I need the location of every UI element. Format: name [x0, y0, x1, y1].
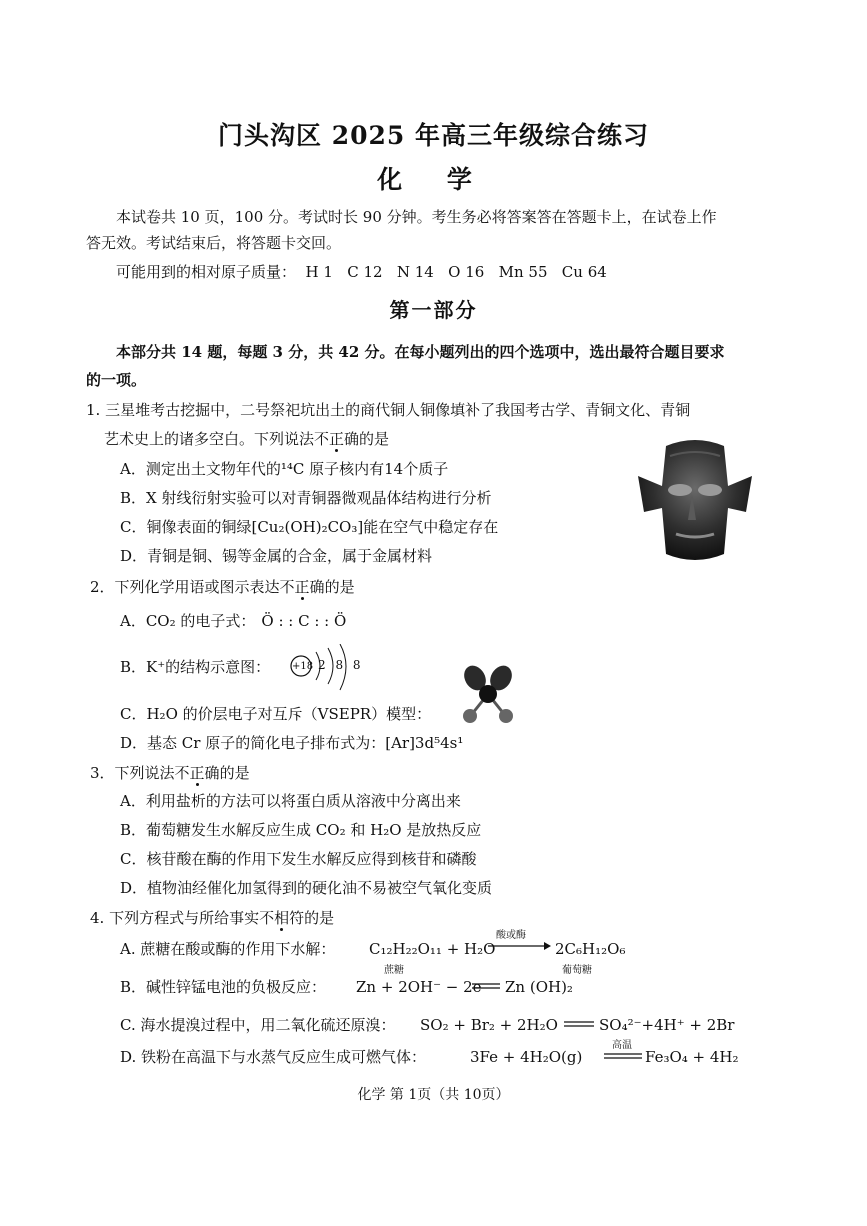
- q4-option-c-lhs: SO₂ + Br₂ + 2H₂O: [420, 1016, 558, 1034]
- q4-option-d-condition: 高温: [612, 1040, 632, 1051]
- q4-option-a-rhs: 2C₆H₁₂O₆: [555, 940, 626, 958]
- k-nucleus-label: +18: [292, 661, 314, 672]
- q4-option-a-lhs: C₁₂H₂₂O₁₁ + H₂O: [369, 940, 496, 958]
- subject-title: 化 学: [377, 165, 490, 194]
- q4-option-a-arrow: [488, 941, 552, 951]
- page-footer: 化学 第 1页（共 10页）: [357, 1087, 510, 1103]
- k-shell-electrons: 2 8 8: [318, 658, 364, 672]
- q4-option-b-text: B．碱性锌锰电池的负极反应：: [120, 978, 327, 996]
- q2-option-a: A．CO₂ 的电子式： Ö : : C : : Ö: [120, 612, 347, 630]
- q3-option-b: B．葡萄糖发生水解反应生成 CO₂ 和 H₂O 是放热反应: [120, 821, 482, 839]
- q2-stem: 2．下列化学用语或图示表达不正确的是: [90, 578, 355, 596]
- co2-electron-formula: Ö : : C : : Ö: [261, 612, 347, 630]
- bronze-mask-image: [636, 436, 754, 566]
- q2-emphasis: 不正确: [279, 578, 325, 596]
- intro-line-1: 本试卷共 10 页，100 分。考试时长 90 分钟。考生务必将答案答在答题卡上，在试卷上作: [116, 208, 717, 226]
- q3-stem: 3．下列说法不正确的是: [90, 764, 250, 782]
- q3-option-a: A．利用盐析的方法可以将蛋白质从溶液中分离出来: [120, 792, 461, 810]
- q4-option-b-lhs: Zn + 2OH⁻ − 2e: [356, 978, 482, 996]
- q4-option-b-rhs: Zn (OH)₂: [505, 978, 573, 996]
- exam-title: 门头沟区 2025 年高三年级综合练习: [218, 121, 649, 150]
- q1-stem-line-2: 艺术史上的诸多空白。下列说法不正确的是: [104, 430, 390, 448]
- q4-option-a-condition: 酸或酶: [496, 930, 526, 941]
- q4-emphasis: 不相符: [259, 909, 305, 927]
- intro-line-2: 答无效。考试结束后，将答题卡交回。: [86, 234, 342, 252]
- q1-stem-line-1: 1. 三星堆考古挖掘中，二号祭祀坑出土的商代铜人铜像填补了我国考古学、青铜文化、青铜: [86, 401, 691, 419]
- q3-emphasis: 不正确: [174, 764, 220, 782]
- q4-option-d-text: D. 铁粉在高温下与水蒸气反应生成可燃气体：: [120, 1048, 427, 1066]
- q4-option-c-equals: [564, 1020, 594, 1028]
- q2-option-b: B．K⁺的结构示意图：: [120, 658, 271, 676]
- q2-option-d: D．基态 Cr 原子的简化电子排布式为：[Ar]3d⁵4s¹: [120, 734, 464, 752]
- q4-option-d-equals: [604, 1052, 642, 1060]
- q4-option-d-lhs: 3Fe + 4H₂O(g): [470, 1048, 583, 1066]
- q4-option-b-equals: [472, 982, 500, 990]
- part-one-desc-1: 本部分共 14 题，每题 3 分，共 42 分。在每小题列出的四个选项中，选出最符合题目要求: [116, 343, 725, 361]
- q1-option-a: A．测定出土文物年代的¹⁴C 原子核内有14个质子: [120, 460, 449, 478]
- part-one-desc-2: 的一项。: [86, 371, 147, 389]
- q1-emphasis: 不正确: [314, 430, 360, 448]
- q4-option-c-text: C. 海水提溴过程中，用二氧化硫还原溴：: [120, 1016, 396, 1034]
- part-one-heading: 第一部分: [389, 298, 478, 322]
- q4-sucrose-label: 蔗糖: [384, 965, 404, 976]
- q4-option-a-text: A. 蔗糖在酸或酶的作用下水解：: [120, 940, 336, 958]
- q3-option-d: D．植物油经催化加氢得到的硬化油不易被空气氧化变质: [120, 879, 493, 897]
- h2o-vsepr-model: [458, 664, 518, 726]
- q2-option-c: C．H₂O 的价层电子对互斥（VSEPR）模型：: [120, 705, 432, 723]
- q1-option-b: B．X 射线衍射实验可以对青铜器微观晶体结构进行分析: [120, 489, 492, 507]
- q3-option-c: C．核苷酸在酶的作用下发生水解反应得到核苷和磷酸: [120, 850, 477, 868]
- q4-option-d-rhs: Fe₃O₄ + 4H₂: [645, 1048, 739, 1066]
- atomic-masses: 可能用到的相对原子质量： H 1 C 12 N 14 O 16 Mn 55 Cu 64: [116, 263, 607, 281]
- q1-option-c: C．铜像表面的铜绿[Cu₂(OH)₂CO₃]能在空气中稳定存在: [120, 518, 499, 536]
- q1-option-d: D．青铜是铜、锡等金属的合金，属于金属材料: [120, 547, 433, 565]
- q4-glucose-label: 葡萄糖: [562, 965, 592, 976]
- q4-stem: 4. 下列方程式与所给事实不相符的是: [90, 909, 335, 927]
- q4-option-c-rhs: SO₄²⁻+4H⁺ + 2Br: [599, 1016, 735, 1034]
